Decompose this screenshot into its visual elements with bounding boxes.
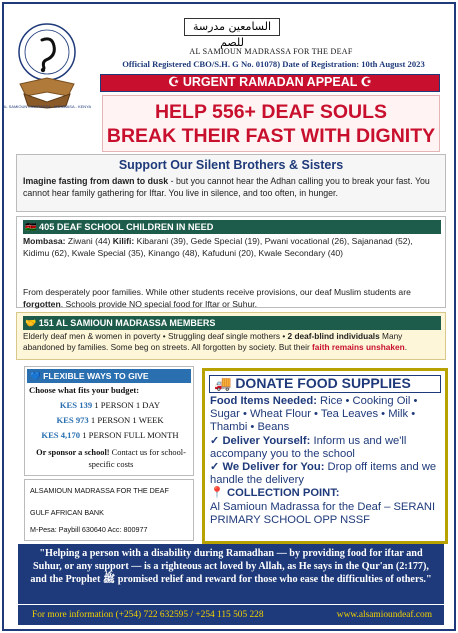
- madrassa-logo: [2, 22, 92, 110]
- price-desc: 1 PERSON FULL MONTH: [80, 430, 179, 440]
- we-deliver: [210, 461, 446, 487]
- sponsor-rest: Contact us for school-specific costs: [88, 448, 186, 469]
- price-desc: 1 PERSON 1 WEEK: [88, 415, 164, 425]
- headline-line-2: BREAK THEIR FAST WITH DIGNITY: [106, 125, 436, 147]
- children-para-c: . Schools provide NO special food for Iftar or Suhur.: [60, 298, 258, 309]
- members-text-c: Many abandoned by families. Some beg on streets. All forgotten by society. But their: [23, 331, 403, 352]
- price-desc: 1 PERSON 1 DAY: [92, 400, 161, 410]
- headline-line-1: HELP 556+ DEAF SOULS: [154, 101, 388, 123]
- headline-box: [102, 95, 440, 152]
- arabic-name: السامعين مدرسة للصم: [184, 18, 280, 36]
- support-body: - but you cannot hear the Adhan calling you to break your fast. You cannot hear family gathering for Iftar. You live in silence, and too often, in hunger.: [23, 176, 430, 198]
- kilifi-label: Kilifi:: [112, 236, 135, 246]
- org-name: AL SAMIOUN MADRASSA FOR THE DEAF: [189, 47, 353, 56]
- children-para-a: From desperately poor families. While other students receive provisions, our deaf Muslim students are: [23, 287, 411, 297]
- collection-point-label: 📍 COLLECTION POINT:: [210, 487, 340, 500]
- flyer-page: [2, 2, 456, 631]
- sponsor-note: [31, 447, 191, 470]
- contact-phone[interactable]: For more information (+254) 722 632595 / +254 115 505 228: [32, 610, 264, 620]
- members-section: [16, 312, 446, 360]
- children-section: [16, 216, 446, 308]
- bank-account-name: ALSAMIOUN MADRASSA FOR THE DEAF: [30, 486, 169, 495]
- donate-title: 🚚 DONATE FOOD SUPPLIES: [209, 375, 441, 393]
- deliver-yourself: [210, 435, 446, 461]
- members-text-e: .: [404, 341, 408, 352]
- bank-name: GULF AFRICAN BANK: [30, 508, 104, 517]
- price-amount: KES 4,170: [41, 430, 81, 440]
- flexible-bar: 💙 FLEXIBLE WAYS TO GIVE: [27, 369, 191, 383]
- flexible-giving: [24, 366, 194, 476]
- mombasa-text: Ziwani (44): [65, 236, 113, 246]
- registration-line: Official Registered CBO/S.H. G No. 01078) Date of Registration: 10th August 2023: [122, 59, 425, 69]
- sponsor-bold: Or sponsor a school!: [36, 448, 110, 457]
- children-para-forgotten: forgotten: [23, 298, 61, 309]
- price-option-day[interactable]: [25, 400, 195, 410]
- price-amount: KES 973: [56, 415, 89, 425]
- website-link[interactable]: www.alsamioundeaf.com: [336, 610, 432, 620]
- bank-details: [24, 479, 194, 541]
- food-items-text: Rice • Cooking Oil • Sugar • Wheat Flour • Tea Leaves • Milk • Thambi • Beans: [210, 395, 418, 434]
- support-text: [23, 175, 441, 199]
- price-option-month[interactable]: [25, 430, 195, 440]
- members-text: [23, 331, 441, 352]
- children-schools: [23, 236, 441, 259]
- members-text-a: Elderly deaf men & women in poverty • Struggling deaf single mothers •: [23, 331, 288, 341]
- we-deliver-text: Drop off items and we handle the delivery: [210, 461, 437, 487]
- deliver-yourself-label: ✓ Deliver Yourself:: [210, 434, 311, 447]
- price-option-week[interactable]: [25, 415, 195, 425]
- mombasa-label: Mombasa:: [23, 236, 66, 246]
- collection-label: [210, 487, 446, 500]
- logo-text: AL SAMIOUN MADRASSA · MOMBASA - KENYA: [2, 104, 92, 109]
- we-deliver-label: ✓ We Deliver for You:: [210, 461, 325, 474]
- kilifi-text: Kibarani (39), Gede Special (19), Pwani vocational (26), Sajananad (52), Kidimu (62), Kwale Special (35), Kinango (48), Kafuduni (20), Kwale Secondary (40): [23, 236, 413, 258]
- members-bar: 🤝 151 AL SAMIOUN MADRASSA MEMBERS: [23, 316, 441, 330]
- choose-budget: Choose what fits your budget:: [29, 385, 140, 395]
- members-deafblind: 2 deaf-blind individuals: [287, 331, 380, 341]
- footer: [18, 605, 444, 625]
- appeal-banner: ☪ URGENT RAMADAN APPEAL ☪: [100, 74, 440, 92]
- collection-address: Al Samioun Madrassa for the Deaf – SERANI PRIMARY SCHOOL OPP NSSF: [210, 500, 436, 526]
- support-lead: Imagine fasting from dawn to dusk: [23, 176, 169, 186]
- deliver-yourself-text: Inform us and we'll accompany you to the school: [210, 434, 407, 460]
- food-items-label: Food Items Needed:: [210, 395, 317, 407]
- price-amount: KES 139: [59, 400, 93, 410]
- children-bar: 🇰🇪 405 DEAF SCHOOL CHILDREN IN NEED: [23, 220, 441, 234]
- food-items: [210, 395, 446, 435]
- hadith-quote: "Helping a person with a disability during Ramadhan — by providing food for iftar and Suhur, or any support — is a righteous act loved by Allah, as He says in the Qur'an (2:177), and the Prophet ﷺ promised relief and reward for those who ease the difficulties of others.": [18, 544, 444, 604]
- support-title: Support Our Silent Brothers & Sisters: [118, 158, 344, 172]
- donate-food-section: [202, 368, 448, 544]
- mpesa-details: M-Pesa: Paybill 630640 Acc: 800977: [30, 525, 148, 534]
- members-faith: faith remains unshaken: [312, 341, 405, 352]
- donate-body: [210, 395, 446, 527]
- support-section: [16, 154, 446, 212]
- children-paragraph: [23, 287, 441, 310]
